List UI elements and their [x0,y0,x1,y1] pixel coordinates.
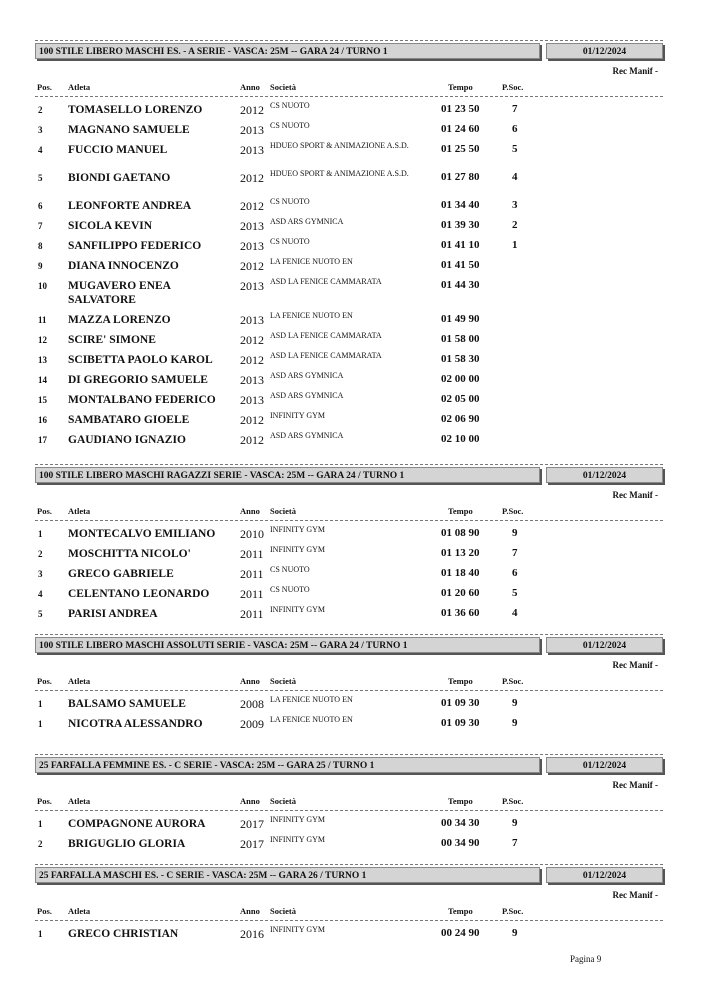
club-name: INFINITY GYM [270,835,326,844]
birth-year: 2013 [240,143,264,157]
result-row [0,170,707,188]
club-points: 1 [512,239,518,251]
page-number: Pagina 9 [570,954,602,964]
club-name: INFINITY GYM [270,605,326,614]
race-time: 01 09 30 [441,697,480,709]
race-time: 01 27 80 [441,171,480,183]
result-row [0,258,707,276]
athlete-name: MOSCHITTA NICOLO' [68,548,191,560]
event-date: 01/12/2024 [546,467,663,483]
column-header-pos: Pos. [37,506,52,516]
race-time: 01 13 20 [441,547,480,559]
record-value: - [655,890,658,900]
position: 14 [38,375,47,385]
athlete-name: MUGAVERO ENEA SALVATORE [68,280,171,306]
record-label [560,66,658,76]
club-points: 9 [512,717,518,729]
birth-year: 2013 [240,123,264,137]
club-name: ASD LA FENICE CAMMARATA [270,351,382,360]
column-header-points: P.Soc. [502,676,524,686]
club-name: LA FENICE NUOTO EN [270,311,353,320]
record-value: - [655,780,658,790]
race-time: 00 34 30 [441,817,480,829]
race-time: 00 24 90 [441,927,480,939]
birth-year: 2012 [240,333,264,347]
column-header-year: Anno [240,506,260,516]
column-header-points: P.Soc. [502,906,524,916]
position: 16 [38,415,47,425]
result-row [0,122,707,140]
column-header-year: Anno [240,796,260,806]
column-header-time: Tempo [448,796,473,806]
race-time: 01 34 40 [441,199,480,211]
club-name: INFINITY GYM [270,545,326,554]
birth-year: 2012 [240,413,264,427]
position: 12 [38,335,47,345]
result-row [0,606,707,624]
result-row [0,102,707,120]
athlete-name: COMPAGNONE AURORA [68,818,206,830]
position: 15 [38,395,47,405]
race-time: 01 24 60 [441,123,480,135]
event-title: 100 STILE LIBERO MASCHI ES. - A SERIE - VASCA: 25M -- GARA 24 / TURNO 1 [35,43,540,59]
column-header-athlete: Atleta [68,82,91,92]
position: 1 [38,929,43,939]
birth-year: 2011 [240,547,264,561]
record-label [560,890,658,900]
athlete-name: TOMASELLO LORENZO [68,104,203,116]
club-name: HDUEO SPORT & ANIMAZIONE A.S.D. [270,141,409,150]
result-row [0,926,707,944]
club-name: HDUEO SPORT & ANIMAZIONE A.S.D. [270,169,409,178]
club-points: 4 [512,607,518,619]
position: 1 [38,719,43,729]
athlete-name: MONTECALVO EMILIANO [68,528,216,540]
position: 11 [38,315,47,325]
record-label-text: Rec Manif [612,780,653,790]
club-points: 3 [512,199,518,211]
club-points: 9 [512,927,518,939]
club-name: CS NUOTO [270,197,310,206]
result-row [0,412,707,430]
event-title: 100 STILE LIBERO MASCHI RAGAZZI SERIE - VASCA: 25M -- GARA 24 / TURNO 1 [35,467,540,483]
position: 1 [38,699,43,709]
race-time: 01 44 30 [441,279,480,291]
athlete-name: GRECO GABRIELE [68,568,174,580]
club-points: 9 [512,817,518,829]
club-name: ASD LA FENICE CAMMARATA [270,277,382,286]
club-points: 9 [512,527,518,539]
birth-year: 2013 [240,373,264,387]
club-name: ASD ARS GYMNICA [270,217,344,226]
birth-year: 2017 [240,837,264,851]
position: 5 [38,609,43,619]
column-header-year: Anno [240,676,260,686]
divider [35,40,663,41]
column-header-athlete: Atleta [68,676,91,686]
athlete-name: BALSAMO SAMUELE [68,698,186,710]
event-date: 01/12/2024 [546,43,663,59]
race-time: 01 39 30 [441,219,480,231]
result-row [0,238,707,256]
club-points: 5 [512,587,518,599]
birth-year: 2012 [240,259,264,273]
athlete-name: FUCCIO MANUEL [68,144,168,156]
column-header-club: Società [270,676,296,686]
birth-year: 2012 [240,353,264,367]
record-label [560,490,658,500]
club-points: 4 [512,171,518,183]
athlete-name: MAGNANO SAMUELE [68,124,190,136]
column-header-club: Società [270,82,296,92]
result-row [0,332,707,350]
race-time: 02 05 00 [441,393,480,405]
result-row [0,312,707,330]
athlete-name: BIONDI GAETANO [68,172,171,184]
record-label-text: Rec Manif [612,66,653,76]
club-name: ASD ARS GYMNICA [270,391,344,400]
club-name: ASD ARS GYMNICA [270,371,344,380]
event-title: 100 STILE LIBERO MASCHI ASSOLUTI SERIE - VASCA: 25M -- GARA 24 / TURNO 1 [35,637,540,653]
race-time: 02 06 90 [441,413,480,425]
result-row [0,816,707,834]
race-time: 01 49 90 [441,313,480,325]
race-time: 02 00 00 [441,373,480,385]
race-time: 01 41 50 [441,259,480,271]
birth-year: 2009 [240,717,264,731]
column-header-pos: Pos. [37,906,52,916]
record-label-text: Rec Manif [612,490,653,500]
athlete-name: SANFILIPPO FEDERICO [68,240,202,252]
position: 8 [38,241,43,251]
column-header-points: P.Soc. [502,82,524,92]
divider [35,864,663,865]
position: 2 [38,839,43,849]
position: 17 [38,435,47,445]
athlete-name: DI GREGORIO SAMUELE [68,374,208,386]
position: 3 [38,569,43,579]
club-name: INFINITY GYM [270,411,326,420]
result-row [0,352,707,370]
race-time: 01 41 10 [441,239,480,251]
position: 13 [38,355,47,365]
result-row [0,586,707,604]
club-points: 9 [512,697,518,709]
result-row [0,277,707,306]
birth-year: 2008 [240,697,264,711]
divider [35,690,663,691]
race-time: 02 10 00 [441,433,480,445]
result-row [0,546,707,564]
athlete-name: MONTALBANO FEDERICO [68,394,216,406]
race-time: 01 58 30 [441,353,480,365]
event-date: 01/12/2024 [546,637,663,653]
divider [35,810,663,811]
position: 7 [38,221,43,231]
column-header-time: Tempo [448,82,473,92]
birth-year: 2012 [240,171,264,185]
column-header-points: P.Soc. [502,796,524,806]
record-value: - [655,66,658,76]
race-time: 01 20 60 [441,587,480,599]
record-value: - [655,490,658,500]
athlete-name: PARISI ANDREA [68,608,158,620]
column-header-year: Anno [240,82,260,92]
result-row [0,198,707,216]
athlete-name: DIANA INNOCENZO [68,260,179,272]
race-time: 01 58 00 [441,333,480,345]
birth-year: 2011 [240,567,264,581]
record-label-text: Rec Manif [612,890,653,900]
divider [35,920,663,921]
event-date: 01/12/2024 [546,757,663,773]
club-name: CS NUOTO [270,565,310,574]
position: 6 [38,201,43,211]
athlete-name: SCIBETTA PAOLO KAROL [68,354,213,366]
column-header-club: Società [270,506,296,516]
column-header-time: Tempo [448,906,473,916]
athlete-name: LEONFORTE ANDREA [68,200,192,212]
divider [35,754,663,755]
club-name: LA FENICE NUOTO EN [270,257,353,266]
result-row [0,218,707,236]
position: 9 [38,261,43,271]
record-value: - [655,660,658,670]
result-row [0,142,707,160]
position: 10 [38,281,47,291]
record-label-text: Rec Manif [612,660,653,670]
position: 4 [38,145,43,155]
athlete-name: BRIGUGLIO GLORIA [68,838,186,850]
club-name: INFINITY GYM [270,815,326,824]
position: 5 [38,173,43,183]
club-name: CS NUOTO [270,121,310,130]
birth-year: 2011 [240,607,264,621]
athlete-name: SAMBATARO GIOELE [68,414,190,426]
birth-year: 2012 [240,103,264,117]
athlete-name: GRECO CHRISTIAN [68,928,179,940]
event-date: 01/12/2024 [546,867,663,883]
club-points: 7 [512,103,518,115]
position: 3 [38,125,43,135]
athlete-name: GAUDIANO IGNAZIO [68,434,186,446]
club-points: 7 [512,837,518,849]
race-time: 00 34 90 [441,837,480,849]
column-header-club: Società [270,906,296,916]
position: 4 [38,589,43,599]
divider [35,520,663,521]
result-row [0,526,707,544]
club-name: INFINITY GYM [270,925,326,934]
birth-year: 2016 [240,927,264,941]
club-points: 6 [512,567,518,579]
race-time: 01 09 30 [441,717,480,729]
column-header-club: Società [270,796,296,806]
race-time: 01 25 50 [441,143,480,155]
club-name: CS NUOTO [270,585,310,594]
club-points: 5 [512,143,518,155]
athlete-name: SICOLA KEVIN [68,220,153,232]
club-name: INFINITY GYM [270,525,326,534]
club-name: LA FENICE NUOTO EN [270,715,353,724]
position: 2 [38,105,43,115]
position: 1 [38,529,43,539]
club-points: 2 [512,219,518,231]
result-row [0,696,707,714]
event-title: 25 FARFALLA FEMMINE ES. - C SERIE - VASCA: 25M -- GARA 25 / TURNO 1 [35,757,540,773]
record-label [560,780,658,790]
event-title: 25 FARFALLA MASCHI ES. - C SERIE - VASCA: 25M -- GARA 26 / TURNO 1 [35,867,540,883]
column-header-athlete: Atleta [68,906,91,916]
position: 1 [38,819,43,829]
race-time: 01 36 60 [441,607,480,619]
result-row [0,432,707,450]
club-name: LA FENICE NUOTO EN [270,695,353,704]
birth-year: 2013 [240,393,264,407]
result-row [0,716,707,734]
race-time: 01 08 90 [441,527,480,539]
athlete-name: SCIRE' SIMONE [68,334,156,346]
club-name: CS NUOTO [270,101,310,110]
column-header-athlete: Atleta [68,796,91,806]
result-row [0,836,707,854]
column-header-points: P.Soc. [502,506,524,516]
column-header-pos: Pos. [37,796,52,806]
birth-year: 2013 [240,313,264,327]
birth-year: 2017 [240,817,264,831]
birth-year: 2011 [240,587,264,601]
birth-year: 2012 [240,433,264,447]
club-points: 6 [512,123,518,135]
column-header-athlete: Atleta [68,506,91,516]
club-name: ASD ARS GYMNICA [270,431,344,440]
column-header-time: Tempo [448,676,473,686]
athlete-name: NICOTRA ALESSANDRO [68,718,203,730]
club-name: CS NUOTO [270,237,310,246]
divider [35,464,663,465]
birth-year: 2013 [240,279,264,293]
birth-year: 2013 [240,239,264,253]
race-time: 01 18 40 [441,567,480,579]
result-row [0,372,707,390]
birth-year: 2012 [240,199,264,213]
result-row [0,392,707,410]
column-header-year: Anno [240,906,260,916]
birth-year: 2010 [240,527,264,541]
birth-year: 2013 [240,219,264,233]
position: 2 [38,549,43,559]
column-header-pos: Pos. [37,676,52,686]
record-label [560,660,658,670]
divider [35,634,663,635]
athlete-name: MAZZA LORENZO [68,314,171,326]
column-header-time: Tempo [448,506,473,516]
race-time: 01 23 50 [441,103,480,115]
club-points: 7 [512,547,518,559]
divider [35,96,663,97]
column-header-pos: Pos. [37,82,52,92]
club-name: ASD LA FENICE CAMMARATA [270,331,382,340]
athlete-name: CELENTANO LEONARDO [68,588,210,600]
result-row [0,566,707,584]
